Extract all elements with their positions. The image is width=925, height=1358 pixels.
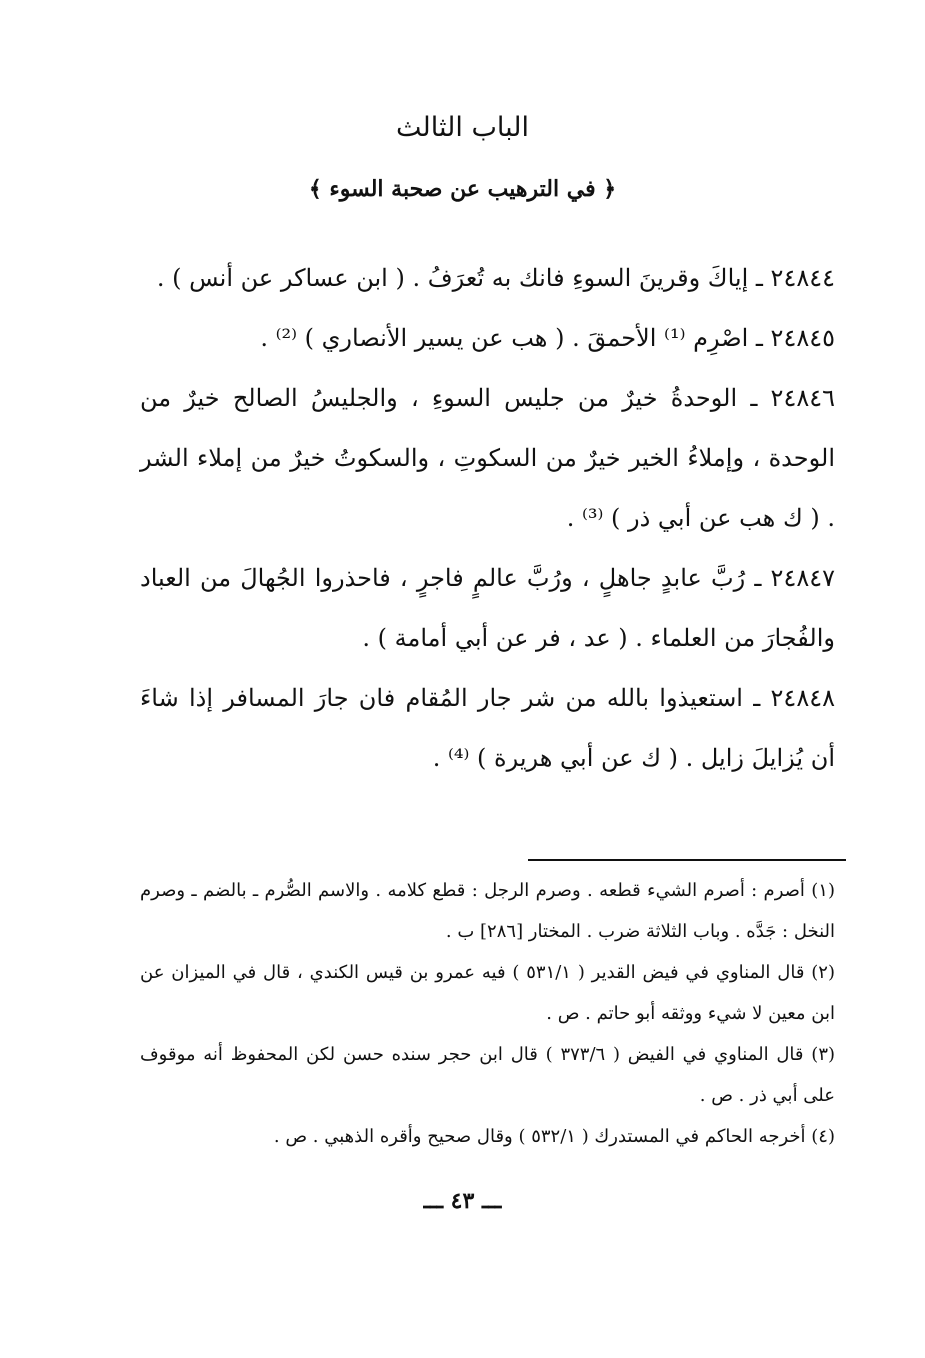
hadith-entry	[140, 248, 835, 308]
hadith-number: ٢٤٨٤٨	[770, 684, 835, 712]
hadith-entry	[140, 548, 835, 668]
footnote: (٤) أخرجه الحاكم في المستدرك ( ٥٣٢/١ ) وقال صحيح وأقره الذهبي . ص .	[273, 1126, 835, 1147]
hadith-number: ٢٤٨٤٧	[770, 564, 835, 592]
hadith-entry	[140, 668, 835, 788]
footnote: (٣) قال المناوي في الفيض ( ٣٧٣/٦ ) قال ابن حجر سنده حسن لكن المحفوظ أنه موقوف على أبي ذر . ص .	[140, 1044, 836, 1106]
footnote: (٢) قال المناوي في فيض القدير ( ٥٣١/١ ) فيه عمرو بن قيس الكندي ، قال في الميزان عن ابن معين لا شيء ووثقه أبو حاتم . ص .	[140, 962, 835, 1024]
chapter-title: الباب الثالث	[396, 112, 529, 143]
page-number: ـــ ٤٣ ـــ	[423, 1188, 502, 1214]
footnotes	[140, 870, 835, 1157]
chapter-subtitle: ﴿ في الترهيب عن صحبة السوء ﴾	[308, 176, 617, 202]
hadith-text: ـ رُبَّ عابدٍ جاهلٍ ، ورُبَّ عالمٍ فاجرٍ ، فاحذروا الجُهالَ من العباد والفُجارَ من العلماء . ( عد ، فر عن أبي أمامة ) .	[140, 564, 835, 652]
hadith-entry	[140, 368, 835, 548]
footnote-divider	[528, 859, 846, 861]
hadith-number: ٢٤٨٤٦	[770, 384, 835, 412]
hadith-text: ـ الوحدةُ خيرٌ من جليس السوءِ ، والجليسُ الصالح خيرٌ من الوحدة ، وإملاءُ الخير خيرٌ من السكوتِ ، والسكوتُ خيرٌ من إملاء الشر . ( ك هب عن أبي ذر ) ⁽³⁾ .	[140, 384, 835, 532]
hadith-list	[140, 248, 835, 788]
hadith-text: ـ استعيذوا بالله من شر جار المُقام فان جارَ المسافر إذا شاءَ أن يُزايلَ زايل . ( ك عن أبي هريرة ) ⁽⁴⁾ .	[140, 684, 835, 772]
hadith-text: ـ إياكَ وقرينَ السوءِ فانك به تُعرَفُ . ( ابن عساكر عن أنس ) .	[156, 264, 763, 292]
hadith-text: ـ اصْرِم ⁽¹⁾ الأحمقَ . ( هب عن يسير الأنصاري ) ⁽²⁾ .	[260, 324, 763, 352]
hadith-number: ٢٤٨٤٤	[770, 264, 835, 292]
hadith-entry	[140, 308, 835, 368]
footnote: (١) أصرم : أصرم الشيء قطعه . وصرم الرجل : قطع كلامه . والاسم الصُّرم ـ بالضم ـ وصرم النخل : جَدَّه . وباب الثلاثة ضرب . المختار [٢٨٦] ب .	[140, 880, 835, 942]
hadith-number: ٢٤٨٤٥	[770, 324, 835, 352]
